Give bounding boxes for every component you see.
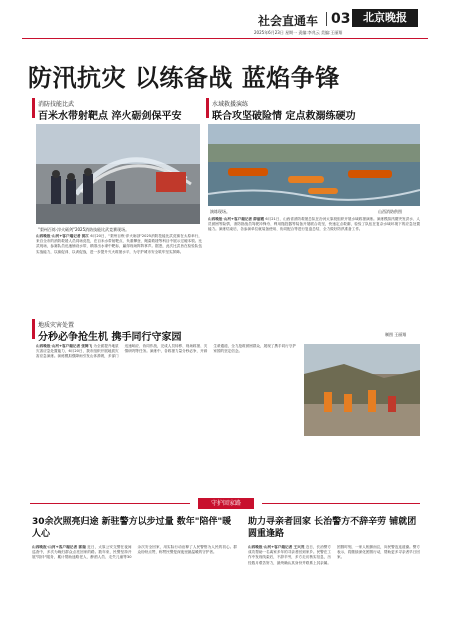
page-number: 03: [331, 11, 351, 27]
article2-caption-left: 演练现场。: [210, 209, 230, 214]
header-rule: [22, 38, 428, 39]
article1-caption: "梨州百炼·淬火砺剑"2025消防技能比武竞赛现场。: [38, 227, 130, 232]
article3-body: [36, 344, 296, 442]
article3-headline: 分秒必争抢生机 携手同行守家园: [38, 332, 182, 343]
article3-kicker: 地质灾害处置: [38, 322, 75, 329]
article3-credit: 山西晚报·山河+客户端记者 张舞飞: [36, 344, 94, 348]
article3-text: 为全面提升地质灾害应急处置能力，6月20日，我市组织开展地质灾害应急演练。演练模拟强降雨引发山体滑坡，多部门迅速响应、协同作战，完成人员转移、现场救援、灾情研判等任务。演练中，各救援力量分秒必争，开辟生命通道，全力抢救被困群众，展现了携手同行守护家园的坚定信念。: [36, 344, 296, 359]
article1-kicker: 消防技能比武: [38, 101, 75, 108]
article5-body: [248, 545, 420, 633]
article2-text: 6月21日，山西省消防救援总队在汾河太原段组织开展水域救援演练。演练模拟汛期突发洪水、人员被困等险情，消防指战员驾驶冲锋舟、利用抛投器等装备开展联合攻坚，快速定点救溺，检验了队伍在复杂水域环境下的应急处置能力。演练结束后，各参演单位就装备使用、协同配合等进行复盘总结，全力做好防汛准备工作。: [208, 217, 420, 232]
article1-headline: 百米水带射靶点 淬火砺剑保平安: [38, 111, 182, 122]
section-divider-right: [262, 503, 420, 504]
masthead-logo: 北京晚报: [352, 9, 418, 27]
article2-kicker-bar: [206, 98, 209, 118]
article3-photo: [304, 344, 420, 436]
article4-body: [32, 545, 237, 633]
article1-credit: 山西晚报·山河+客户端记者 郭江: [36, 234, 91, 238]
article1-body: [36, 234, 202, 326]
article1-kicker-bar: [32, 98, 35, 118]
article5-text: 近日，长治警方成功帮助一名离家多年的寻亲者回到家乡。民警在工作中发现线索后，不辞辛劳，多方走访核实信息，历经数月艰苦努力，最终确认其身份并联系上其亲属。团圆时刻，一家人相拥而泣，向民警连连道谢。警方表示，将继续深化团圆行动，帮助更多寻亲者早日回家。: [248, 545, 420, 565]
article2-reporter: 制图 王丽翔: [385, 332, 407, 337]
article5-headline: 助力寻亲者回家 长治警方不辞辛劳 铺就团圆重逢路: [248, 517, 417, 539]
banner-headline: 防汛抗灾 以练备战 蓝焰争锋: [28, 64, 340, 92]
article3-kicker-bar: [32, 319, 35, 339]
article2-body: [208, 217, 420, 327]
landslide-rescue-image: [304, 344, 420, 436]
article2-kicker: 水域救援演练: [212, 101, 249, 108]
article2-caption-right: 山西消防供图: [378, 209, 402, 214]
section-title: 社会直通车: [258, 14, 319, 28]
firefighters-image: [36, 124, 200, 224]
article4-headline: 30余次照亮归途 新驻警方以步过量 数年"陪伴"暖人心: [32, 517, 232, 539]
article2-photo: [208, 124, 420, 206]
dateline: 2025年6月23日 星期一 责编:李兆云 美编:王丽翔: [254, 30, 343, 35]
article2-headline: 联合攻坚破险情 定点救溺练硬功: [212, 111, 356, 122]
section-tag: 守护回家路: [198, 498, 254, 509]
rescue-boats-image: [208, 124, 420, 206]
article1-text: 6月20日，"梨州百炼·淬火砺剑"2025消防技能比武竞赛在太原举行，来自全市的消防救援人员同场竞技，在百米水带射靶点、负重攀登、绳索救援等科目中展示过硬本领。比武现场，参赛队员迅速铺设水带，精准出水命中靶标，赢得现场阵阵掌声。据悉，此次比武旨在检验队伍实战能力，以赛促训、以训促战，进一步提升灭火救援水平，为守护城市安全筑牢坚实屏障。: [36, 234, 202, 254]
section-divider-left: [30, 503, 190, 504]
article5-credit: 山西晚报·山河+客户端记者 王兴茂: [248, 545, 306, 549]
article4-credit: 山西晚报·山河+客户端记者 郭瑞: [32, 545, 88, 549]
article1-photo: [36, 124, 200, 224]
article2-credit: 山西晚报·山河+客户端记者 薛丽霞: [208, 217, 266, 221]
header-divider: [326, 12, 327, 26]
article4-text: 近日，太原公安交警在夜间巡查中，多次为晚归群众点亮回家的路。数年来，民警坚持开展"陪伴"服务，累计帮助迷路老人、醉酒人员、走失儿童等30余次安全回家，用实际行动诠释了人民警察为人民的初心。群众纷纷点赞，称赞民警是深夜里最温暖的守护者。: [32, 545, 237, 560]
